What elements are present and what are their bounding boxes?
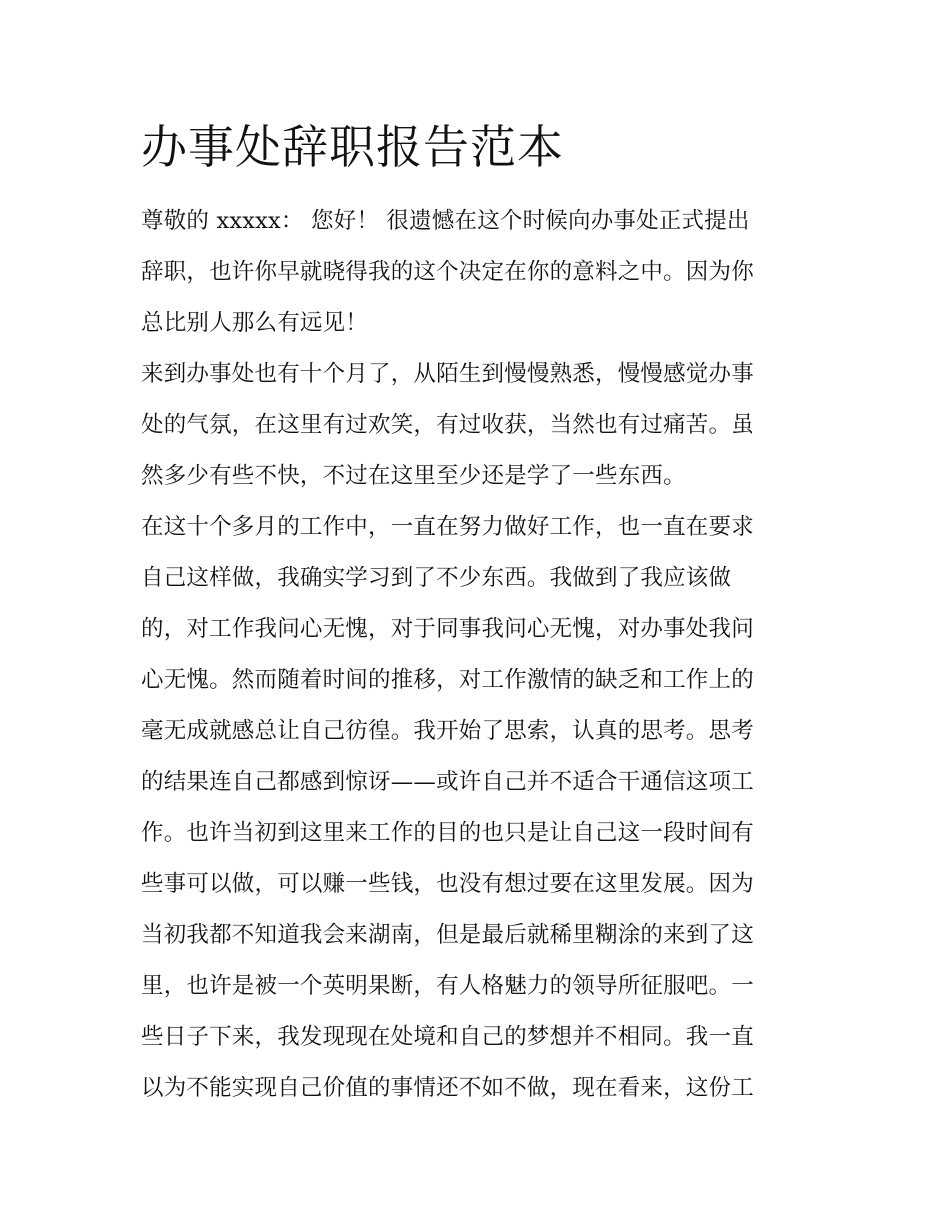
body-line: 的结果连自己都感到惊讶——或许自己并不适合干通信这项工	[141, 769, 754, 795]
body-line: 来到办事处也有十个月了，从陌生到慢慢熟悉，慢慢感觉办事	[141, 361, 754, 387]
document-title: 办事处辞职报告范本	[141, 120, 564, 174]
body-line: 尊敬的 xxxxx： 您好！ 很遗憾在这个时候向办事处正式提出	[141, 208, 750, 234]
document-body	[141, 196, 821, 1114]
body-line: 里，也许是被一个英明果断，有人格魅力的领导所征服吧。一	[141, 973, 754, 999]
body-line: 些日子下来，我发现现在处境和自己的梦想并不相同。我一直	[141, 1024, 754, 1050]
body-line: 些事可以做，可以赚一些钱，也没有想过要在这里发展。因为	[141, 871, 754, 897]
body-line: 毫无成就感总让自己彷徨。我开始了思索，认真的思考。思考	[141, 718, 754, 744]
body-line: 作。也许当初到这里来工作的目的也只是让自己这一段时间有	[141, 820, 754, 846]
body-line: 然多少有些不快，不过在这里至少还是学了一些东西。	[141, 463, 686, 489]
body-line: 以为不能实现自己价值的事情还不如不做，现在看来，这份工	[141, 1075, 754, 1101]
body-line: 自己这样做，我确实学习到了不少东西。我做到了我应该做	[141, 565, 732, 591]
body-line: 辞职，也许你早就晓得我的这个决定在你的意料之中。因为你	[141, 259, 754, 285]
body-line: 心无愧。然而随着时间的推移，对工作激情的缺乏和工作上的	[141, 667, 754, 693]
body-line: 总比别人那么有远见！	[141, 310, 369, 336]
body-line: 当初我都不知道我会来湖南，但是最后就稀里糊涂的来到了这	[141, 922, 754, 948]
body-line: 的，对工作我问心无愧，对于同事我问心无愧，对办事处我问	[141, 616, 754, 642]
body-line: 在这十个多月的工作中，一直在努力做好工作，也一直在要求	[141, 514, 754, 540]
body-line: 处的气氛，在这里有过欢笑，有过收获，当然也有过痛苦。虽	[141, 412, 754, 438]
